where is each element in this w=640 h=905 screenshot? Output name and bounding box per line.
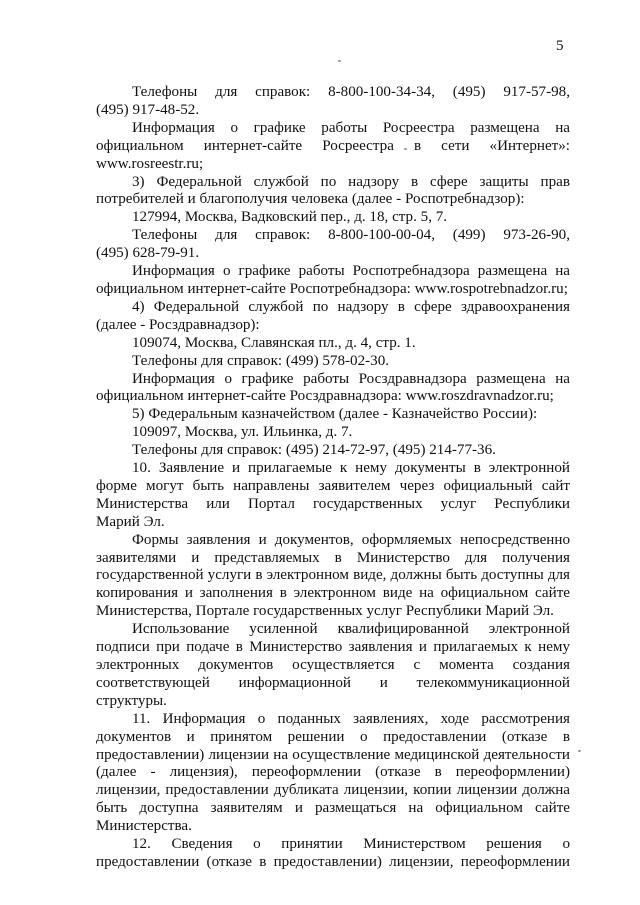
text-line: подписи при подаче в Министерство заявления и прилагаемых к нему xyxy=(96,639,570,656)
scan-speck xyxy=(578,750,581,752)
text-line: предоставлении) лицензии на осуществление медицинской деятельности xyxy=(96,746,570,763)
text-line: (495) 917-48-52. xyxy=(96,101,200,118)
text-line: потребителей и благополучия человека (далее - Роспотребнадзор): xyxy=(96,191,525,208)
text-line: www.rosreestr.ru; xyxy=(96,155,204,172)
text-line: форме могут быть направлены заявителем через официальный сайт xyxy=(96,477,570,494)
text-line: Телефоны для справок: (495) 214-72-97, (495) 214-77-36. xyxy=(132,442,496,459)
text-line: структуры. xyxy=(96,692,167,709)
text-line: быть доступна заявителям и размещаться на официальном сайте xyxy=(96,800,570,817)
text-line: официальном интернет-сайте Роспотребнадзора: www.rospotrebnadzor.ru; xyxy=(96,280,568,297)
text-line: 3) Федеральной службой по надзору в сфере защиты прав xyxy=(132,173,570,190)
text-line: Информация о графике работы Росздравнадзора размещена на xyxy=(132,370,570,387)
text-line: 109074, Москва, Славянская пл., д. 4, стр. 1. xyxy=(132,334,416,351)
text-line: официальном интернет-сайте Росреестра в сети «Интернет»: xyxy=(96,137,570,154)
text-line: 4) Федеральной службой по надзору в сфере здравоохранения xyxy=(132,298,570,315)
text-line: (далее - Росздравнадзор): xyxy=(96,316,260,333)
text-line: официальном интернет-сайте Росздравнадзора: www.roszdravnadzor.ru; xyxy=(96,388,554,405)
text-line: 127994, Москва, Вадковский пер., д. 18, стр. 5, 7. xyxy=(132,209,448,226)
text-line: Министерства, Портале государственных услуг Республики Марий Эл. xyxy=(96,603,554,620)
text-line: государственной услуги в электронном виде, должны быть доступны для xyxy=(96,567,570,584)
text-line: Телефоны для справок: 8-800-100-00-04, (499) 973-26-90, xyxy=(132,227,570,244)
text-line: документов и принятом решении о предоставлении (отказе в xyxy=(96,728,570,745)
document-body xyxy=(96,84,570,872)
text-line: (495) 628-79-91. xyxy=(96,245,200,262)
text-line: Телефоны для справок: 8-800-100-34-34, (495) 917-57-98, xyxy=(132,84,570,100)
text-line: Марий Эл. xyxy=(96,513,165,530)
text-line: Информация о графике работы Росреестра размещена на xyxy=(132,119,570,136)
text-line: Министерства или Портал государственных услуг Республики xyxy=(96,495,570,512)
text-line: Телефоны для справок: (499) 578-02-30. xyxy=(132,352,390,369)
text-line: Использование усиленной квалифицированной электронной xyxy=(132,621,570,638)
text-line: соответствующей информационной и телекоммуникационной xyxy=(96,674,570,691)
text-line: (далее - лицензия), переоформлении (отказе в переоформлении) xyxy=(96,764,570,781)
text-line: предоставлении (отказе в предоставлении) лицензии, переоформлении xyxy=(96,853,570,870)
text-line: Формы заявления и документов, оформляемых непосредственно xyxy=(132,531,570,548)
page-number: 5 xyxy=(556,38,564,54)
text-line: электронных документов осуществляется с момента создания xyxy=(96,657,570,673)
text-line: 109097, Москва, ул. Ильинка, д. 7. xyxy=(132,424,353,441)
text-line: Информация о графике работы Роспотребнадзора размещена на xyxy=(132,263,570,280)
text-line: копирования и заполнения в электронном виде на официальном сайте xyxy=(96,585,570,602)
text-line: заявителями и представляемых в Министерство для получения xyxy=(96,549,570,566)
text-line: 12. Сведения о принятии Министерством решения о xyxy=(132,836,570,853)
text-line: 5) Федеральным казначейством (далее - Казначейство России): xyxy=(132,406,538,423)
text-line: 11. Информация о поданных заявлениях, ходе рассмотрения xyxy=(132,710,570,727)
scan-speck xyxy=(338,60,341,62)
text-line: 10. Заявление и прилагаемые к нему документы в электронной xyxy=(132,460,570,477)
text-line: лицензии, предоставлении дубликата лицензии, копии лицензии должна xyxy=(96,782,570,799)
text-line: Министерства. xyxy=(96,818,192,835)
